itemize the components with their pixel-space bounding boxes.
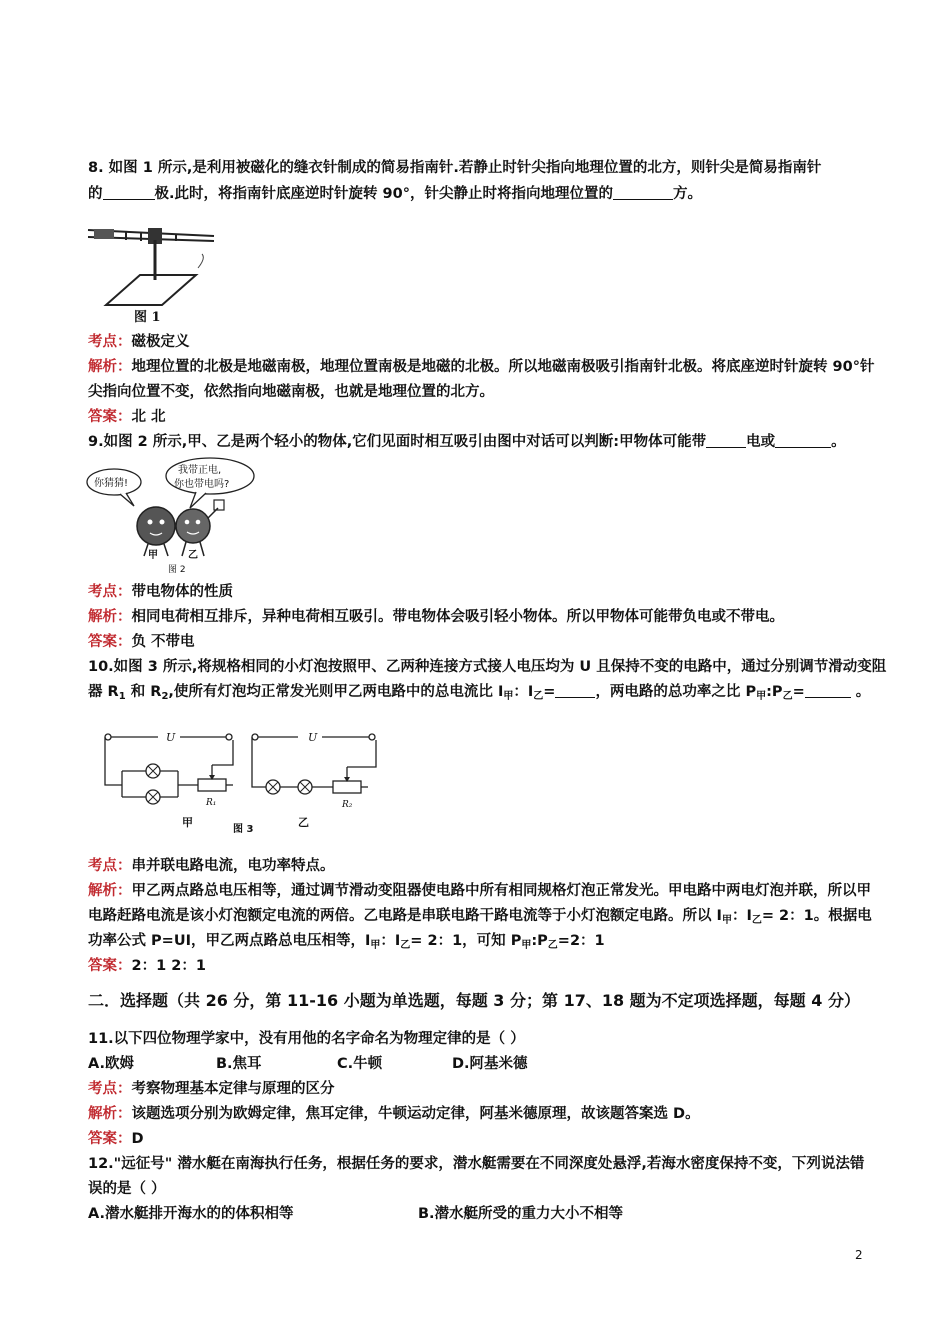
q11-answer: 答案：D — [88, 1131, 144, 1147]
q8-stem-line2: 的 极.此时，将指南针底座逆时针旋转 90°，针尖静止时将指向地理位置的 方。 — [88, 186, 702, 202]
figure-2-caption: 图 2 — [168, 565, 186, 575]
q10-stem-line1: 10.如图 3 所示,将规格相同的小灯泡按照甲、乙两种连接方式接人电压均为 U 且保持不变的电路中，通过分别调节滑动变阻 — [88, 659, 887, 675]
figure-3-caption: 图 3 — [233, 824, 254, 835]
q8-blank-1[interactable] — [103, 185, 155, 200]
bubble-right-text-1: 我带正电, — [178, 465, 222, 476]
q10-stem-line2: 器 $R_1$ 和 $R_2$,使所有灯泡均正常发光则甲乙两电路中的总电流比 $I_甲$：$I_乙=$ ，两电路的总功率之比 $P_甲:P_乙=$ 。 — [88, 684, 871, 702]
q9-answer: 答案：负 不带电 — [88, 634, 195, 650]
q11-kaodian: 考点：考察物理基本定律与原理的区分 — [88, 1081, 335, 1097]
q12-stem-line2: 误的是（ ） — [88, 1181, 166, 1197]
q8-answer: 答案：北 北 — [88, 409, 166, 425]
q9-stem: 9.如图 2 所示,甲、乙是两个轻小的物体,它们见面时相互吸引由图中对话可以判断:甲物体可能带 电或 。 — [88, 434, 846, 450]
q8-stem-line1: 8. 如图 1 所示,是利用被磁化的缝衣针制成的简易指南针.若静止时针尖指向地理位置的北方，则针尖是简易指南针 — [88, 160, 822, 176]
bubble-right-text-2: 你也带电吗? — [174, 479, 230, 490]
q9-kaodian: 考点：带电物体的性质 — [88, 584, 233, 600]
q10-answer: 答案：2：1 2：1 — [88, 958, 206, 974]
q11-stem: 11.以下四位物理学家中，没有用他的名字命名为物理定律的是（ ） — [88, 1031, 525, 1047]
figure-3-circuits — [98, 725, 388, 845]
section-2-heading: 二．选择题（共 26 分，第 11-16 小题为单选题，每题 3 分；第 17、18 题为不定项选择题，每题 4 分） — [88, 991, 860, 1010]
figure-2-label-yi: 乙 — [188, 550, 198, 561]
q11-option-a[interactable]: A.欧姆 — [88, 1056, 134, 1072]
figure-2-label-jia: 甲 — [148, 550, 158, 561]
q8-jiexi-line2: 尖指向位置不变，依然指向地磁南极，也就是地理位置的北方。 — [88, 384, 494, 400]
figure-3-u-label-b: U — [308, 731, 318, 744]
figure-3-r2-label: R₂ — [342, 800, 353, 810]
q10-jiexi-line1: 解析：甲乙两点路总电压相等，通过调节滑动变阻器使电路中所有相同规格灯泡正常发光。甲电路中两电灯泡并联，所以甲 — [88, 883, 871, 899]
figure-3-label-jia: 甲 — [182, 816, 193, 829]
q8-blank-2[interactable] — [613, 185, 673, 200]
figure-3-u-label-a: U — [166, 731, 176, 744]
bubble-left-text: 你猜猜! — [94, 478, 129, 489]
q11-option-c[interactable]: C.牛顿 — [337, 1056, 383, 1072]
figure-2-cartoon — [86, 456, 256, 576]
q9-blank-1[interactable] — [706, 433, 746, 448]
q12-options — [88, 1204, 623, 1224]
q11-jiexi: 解析：该题选项分别为欧姆定律，焦耳定律，牛顿运动定律，阿基米德原理，故该题答案选 D。 — [88, 1106, 700, 1122]
q8-jiexi-line1: 解析：地理位置的北极是地磁南极，地理位置南极是地磁的北极。所以地磁南极吸引指南针北极。将底座逆时针旋转 90°针 — [88, 359, 875, 375]
q10-kaodian: 考点：串并联电路电流，电功率特点。 — [88, 858, 335, 874]
q12-option-b[interactable]: B.潜水艇所受的重力大小不相等 — [418, 1206, 624, 1222]
q12-option-a[interactable]: A.潜水艇排开海水的的体积相等 — [88, 1206, 294, 1222]
q10-jiexi-line2: 电路赶路电流是该小灯泡额定电流的两倍。乙电路是串联电路干路电流等于小灯泡额定电路。所以 $I_甲$：$I_乙= 2$：1。根据电 — [88, 908, 872, 926]
figure-3-r1-label: R₁ — [206, 798, 217, 808]
page-number: 2 — [855, 1248, 863, 1262]
q11-option-d[interactable]: D.阿基米德 — [452, 1056, 528, 1072]
q10-jiexi-line3: 功率公式 P=UI，甲乙两点路总电压相等，$I_甲$：$I_乙= 2$：1，可知 $P_甲:P_乙=2$：1 — [88, 933, 605, 951]
q10-blank-1[interactable] — [555, 683, 595, 698]
figure-3-label-yi: 乙 — [298, 816, 309, 829]
figure-1-caption: 图 1 — [134, 310, 161, 325]
q10-blank-2[interactable] — [805, 683, 851, 698]
q9-blank-2[interactable] — [775, 433, 831, 448]
figure-1-compass — [86, 210, 226, 325]
q11-option-b[interactable]: B.焦耳 — [216, 1056, 262, 1072]
q9-jiexi: 解析：相同电荷相互排斥，异种电荷相互吸引。带电物体会吸引轻小物体。所以甲物体可能带负电或不带电。 — [88, 609, 784, 625]
q8-kaodian: 考点：磁极定义 — [88, 334, 190, 350]
q11-options — [88, 1054, 528, 1074]
q12-stem-line1: 12."远征号" 潜水艇在南海执行任务，根据任务的要求，潜水艇需要在不同深度处悬浮,若海水密度保持不变，下列说法错 — [88, 1156, 865, 1172]
